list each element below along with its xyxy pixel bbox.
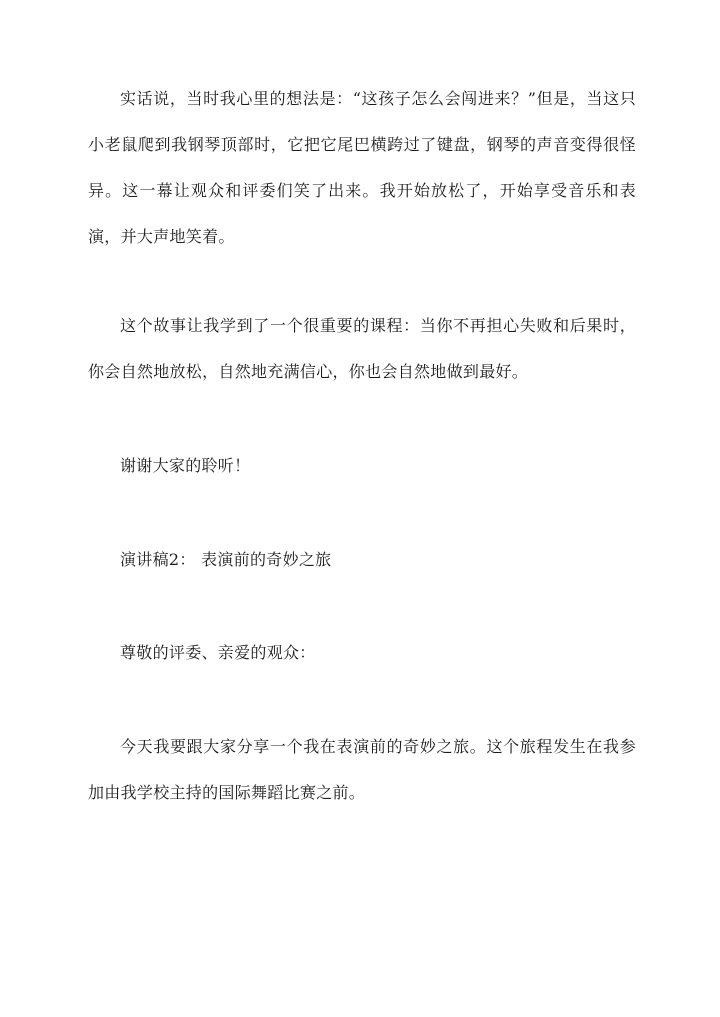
paragraph-journey-intro: 今天我要跟大家分享一个我在表演前的奇妙之旅。这个旅程发生在我参加由我学校主持的国际舞蹈比赛之前。 bbox=[88, 737, 636, 802]
paragraph-thanks: 谢谢大家的聆听！ bbox=[120, 456, 251, 475]
speech-2-title: 演讲稿2： 表演前的奇妙之旅 bbox=[120, 550, 332, 569]
paragraph-mouse-story: 实话说，当时我心里的想法是：“这孩子怎么会闯进来？”但是，当这只小老鼠爬到我钢琴顶部时，它把它尾巴横跨过了键盘，钢琴的声音变得很怪异。这一幕让观众和评委们笑了出来。我开始放松了，开始享受音乐和表演，并大声地笑着。 bbox=[88, 89, 636, 246]
paragraph-greeting: 尊敬的评委、亲爱的观众： bbox=[120, 643, 316, 662]
paragraph-lesson: 这个故事让我学到了一个很重要的课程：当你不再担心失败和后果时，你会自然地放松，自然地充满信心，你也会自然地做到最好。 bbox=[88, 316, 636, 381]
